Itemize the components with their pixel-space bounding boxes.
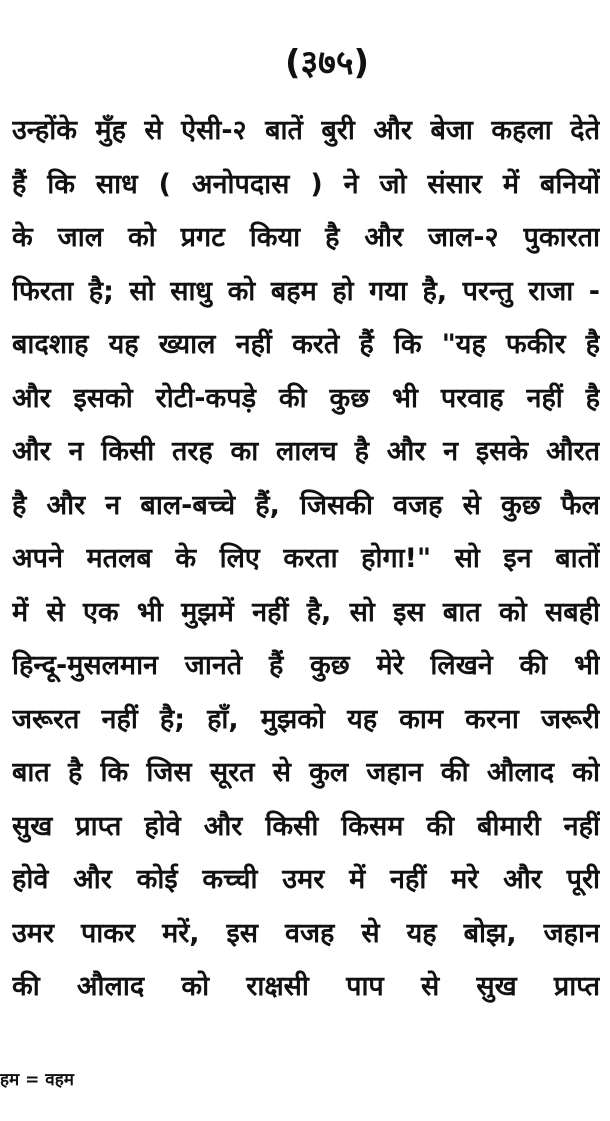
text-line: हिन्दू-मुसलमान जानते हैं कुछ मेरे लिखने की भी — [12, 650, 600, 681]
footnote: हम = वहम — [0, 1070, 74, 1090]
text-line: सुख प्राप्त होवे और किसी किसम की बीमारी नहीं — [12, 810, 600, 842]
text-line: जरूरत नहीं है; हाँ, मुझको यह काम करना जरूरी — [12, 703, 600, 735]
text-line: और इसको रोटी-कपड़े की कुछ भी परवाह नहीं है — [12, 382, 600, 414]
text-line: उमर पाकर मरें, इस वजह से यह बोझ, जहान — [12, 917, 600, 949]
text-line: की औलाद को राक्षसी पाप से सुख प्राप्त — [12, 971, 600, 1002]
text-line: उन्होंके मुँह से ऐसी-२ बातें बुरी और बेजा कहला देते — [12, 115, 600, 146]
text-line: में से एक भी मुझमें नहीं है, सो इस बात को सबही — [12, 596, 600, 628]
body-text — [12, 104, 600, 1014]
text-line: है और न बाल-बच्चे हैं, जिसकी वजह से कुछ फैल — [12, 489, 600, 521]
text-line: फिरता है; सो साधु को बहम हो गया है, परन्तु राजा - — [12, 275, 600, 307]
text-line: और न किसी तरह का लालच है और न इसके औरत — [12, 436, 600, 467]
text-line: के जाल को प्रगट किया है और जाल-२ पुकारता — [12, 222, 600, 253]
text-line: अपने मतलब के लिए करता होगा!" सो इन बातों — [12, 543, 600, 574]
text-line: बात है कि जिस सूरत से कुल जहान की औलाद को — [12, 757, 600, 788]
text-line: होवे और कोई कच्ची उमर में नहीं मरे और पूरी — [12, 864, 600, 895]
text-line: हैं कि साध ( अनोपदास ) ने जो संसार में बनियों — [12, 168, 600, 200]
page-number: (३७५) — [284, 43, 370, 83]
text-line: बादशाह यह ख्याल नहीं करते हैं कि "यह फकीर है — [12, 329, 600, 360]
